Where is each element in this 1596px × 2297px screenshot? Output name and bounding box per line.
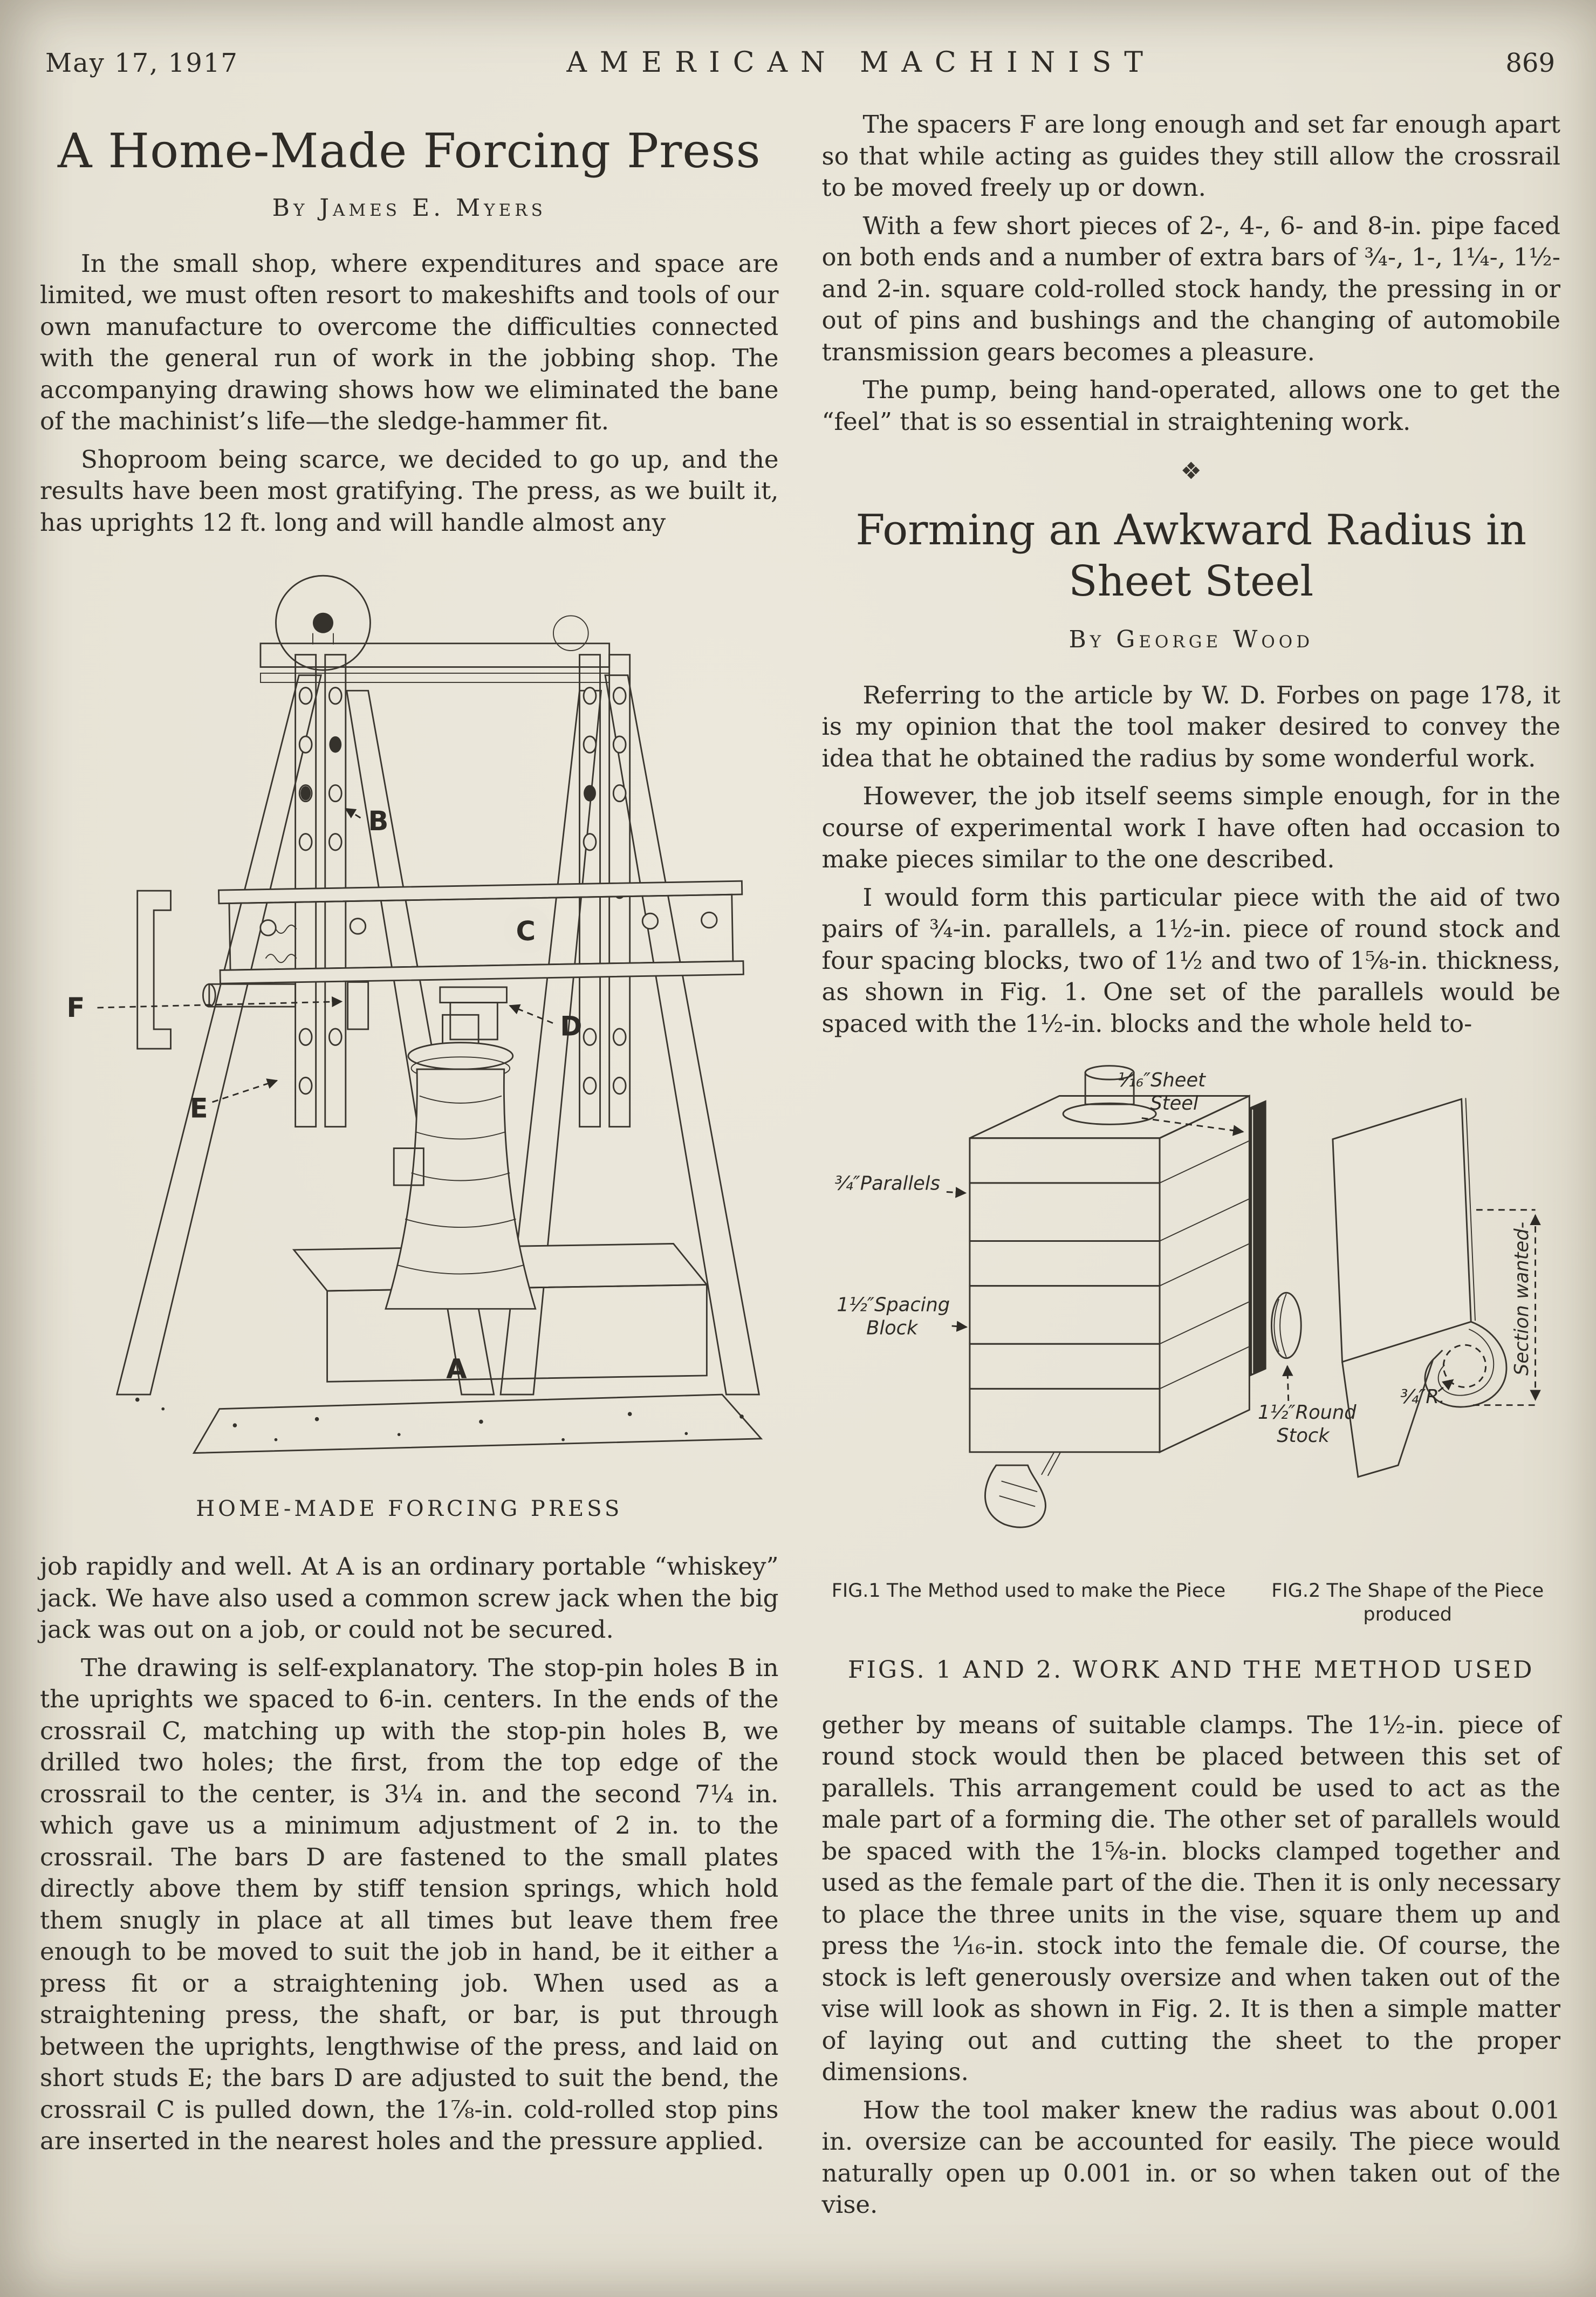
press-label-c: C xyxy=(516,915,536,947)
press-label-b: B xyxy=(368,805,389,837)
label-sheet-steel-line2: Steel xyxy=(1149,1092,1198,1115)
label-parallels: ¾″Parallels xyxy=(834,1172,940,1195)
page-number: 869 xyxy=(1505,48,1555,78)
article2-title: Forming an Awkward Radius in Sheet Steel xyxy=(855,506,1527,606)
forcing-press-illustration xyxy=(40,568,779,1481)
article1-paragraph: The drawing is self-explanatory. The stop-pin holes B in the uprights we spaced to 6-in. centers. In the ends of the crossrail C, matching up with the stop-pin holes B, we drilled two holes; the first, from the top edge of the crossrail to the center, is 3¼ in. and the second 7¼ in. which gave us a minimum adjustment of 2 in. to the crossrail. The bars D are fastened to the small plates directly above them by stiff tension springs, which hold them snugly in place at all times but leave them free enough to be moved to suit the job in hand, be it either a press fit or a straightening job. When used as a straightening press, the shaft, or bar, is put through between the uprights, lengthwise of the press, and laid on short studs E; the bars D are adjusted to suit the bend, the crossrail C is pulled down, the 1⅞-in. cold-rolled stop pins are inserted in the nearest holes and the pressure applied. xyxy=(40,1653,779,2156)
article1-paragraph: The spacers F are long enough and set far enough apart so that while acting as guides they still allow the crossrail to be moved freely up or down. xyxy=(821,110,1560,202)
radius-forming-illustration xyxy=(822,1059,1561,1576)
label-section-wanted: Section wanted- xyxy=(1510,1221,1533,1376)
fig1-caption: FIG.1 The Method used to make the Piece xyxy=(831,1580,1226,1602)
right-column xyxy=(822,109,1561,2227)
article1-byline: By James E. Myers xyxy=(272,194,546,222)
press-label-d: D xyxy=(560,1010,583,1042)
section-divider-ornament: ❖ xyxy=(1180,457,1202,485)
article1-paragraph: Shoproom being scarce, we decided to go up, and the results have been most gratifying. The press, as we built it, has uprights 12 ft. long and will handle almost any xyxy=(40,445,779,537)
fig2-caption: FIG.2 The Shape of the Piece produced xyxy=(1271,1580,1544,1625)
press-label-e: E xyxy=(189,1092,208,1124)
label-radius: ¾″R. xyxy=(1400,1385,1445,1408)
article2-paragraph: gether by means of suitable clamps. The 1½-in. piece of round stock would then be placed between this set of parallels. This arrangement could be used to act as the male part of a forming die. The other set of parallels would be spaced with the 1⅝-in. blocks clamped together and used as the female part of the die. Then it is only necessary to place the three units in the vise, square them up and press the ¹⁄₁₆-in. stock into the female die. Of course, the stock is left generously oversize and when taken out of the vise will look as shown in Fig. 2. It is then a simple matter of laying out and cutting the sheet to the proper dimensions. xyxy=(821,1710,1560,2087)
label-spacing-block-line2: Block xyxy=(866,1317,917,1339)
label-round-stock-line2: Stock xyxy=(1276,1425,1330,1447)
press-label-f: F xyxy=(66,992,85,1024)
article1-paragraph: job rapidly and well. At A is an ordinary portable “whiskey” jack. We have also used a common screw jack when the big jack was out on a job, or could not be secured. xyxy=(40,1552,779,1644)
article2-paragraph: Referring to the article by W. D. Forbes on page 178, it is my opinion that the tool maker desired to convey the idea that he obtained the radius by some wonderful work. xyxy=(821,680,1560,772)
label-sheet-steel-line1: ¹⁄₁₆″Sheet xyxy=(1117,1069,1205,1092)
page-header xyxy=(0,0,1596,79)
issue-date: May 17, 1917 xyxy=(45,48,238,78)
figure-captions-row xyxy=(822,1580,1561,1627)
article1-paragraph: The pump, being hand-operated, allows one to get the “feel” that is so essential in straightening work. xyxy=(821,375,1560,436)
article2-paragraph: However, the job itself seems simple enough, for in the course of experimental work I have often had occasion to make pieces similar to the one described. xyxy=(821,782,1560,874)
article1-paragraph: In the small shop, where expenditures and space are limited, we must often resort to makeshifts and tools of our own manufacture to overcome the difficulties connected with the general run of work in the jobbing shop. The accompanying drawing shows how we eliminated the bane of the machinist’s life—the sledge-hammer fit. xyxy=(40,249,779,436)
left-column xyxy=(40,109,779,2227)
article1-title: A Home-Made Forcing Press xyxy=(57,123,761,179)
press-label-a: A xyxy=(446,1353,467,1385)
article2-paragraph: How the tool maker knew the radius was about 0.001 in. oversize can be accounted for easily. The piece would naturally open up 0.001 in. or so when taken out of the vise. xyxy=(821,2095,1560,2219)
label-spacing-block-line1: 1½″Spacing xyxy=(836,1294,950,1316)
article2-paragraph: I would form this particular piece with the aid of two pairs of ¾-in. parallels, a 1½-in. piece of round stock and four spacing blocks, two of 1½ and two of 1⅝-in. thickness, as shown in Fig. 1. One set of the parallels would be spaced with the 1½-in. blocks and the whole held to- xyxy=(821,883,1560,1038)
journal-title: AMERICAN MACHINIST xyxy=(566,46,1156,79)
label-round-stock-line1: 1½″Round xyxy=(1257,1402,1357,1424)
article1-paragraph: With a few short pieces of 2-, 4-, 6- and 8-in. pipe faced on both ends and a number of extra bars of ¾-, 1-, 1¼-, 1½- and 2-in. square cold-rolled stock handy, the pressing in or out of pins and bushings and the changing of automobile transmission gears becomes a pleasure. xyxy=(821,211,1560,366)
figs-combined-caption: FIGS. 1 AND 2. WORK AND THE METHOD USED xyxy=(847,1656,1535,1684)
two-column-layout xyxy=(0,79,1596,2227)
radius-forming-figure xyxy=(822,1059,1561,1685)
press-figure-caption: HOME-MADE FORCING PRESS xyxy=(196,1496,623,1522)
forcing-press-figure xyxy=(40,568,779,1523)
article2-byline: By George Wood xyxy=(1068,625,1314,653)
